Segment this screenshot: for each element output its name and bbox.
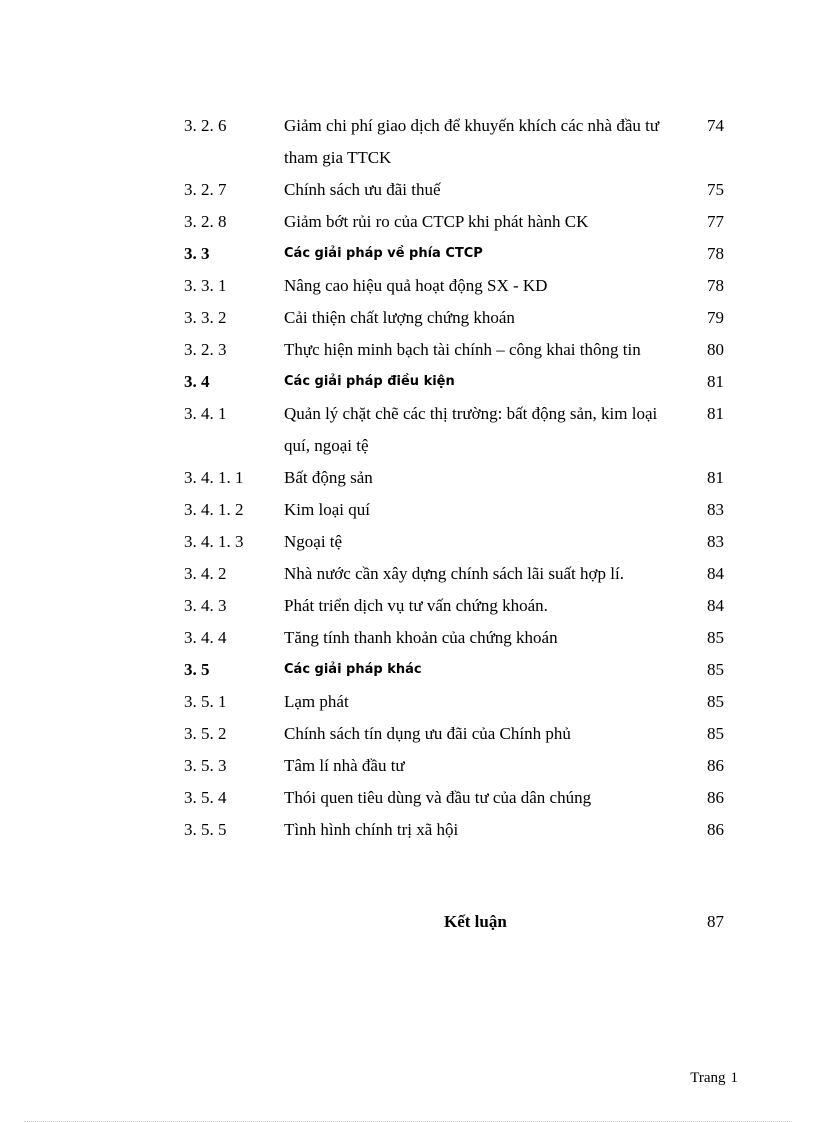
section-title: Chính sách tín dụng ưu đãi của Chính phủ [284,724,571,743]
page-number: 75 [707,180,724,199]
section-number: 3. 5. 4 [184,788,227,807]
section-title: Phát triển dịch vụ tư vấn chứng khoán. [284,596,548,615]
toc-row [184,206,724,238]
section-title: Các giải pháp về phía CTCP [284,246,483,261]
toc-row [184,110,724,174]
page-number: 85 [707,628,724,647]
section-number: 3. 3 [184,244,210,263]
section-number: 3. 5. 2 [184,724,227,743]
table-of-contents [184,110,724,846]
section-title: Nâng cao hiệu quả hoạt động SX - KD [284,276,548,295]
page-number: 86 [707,756,724,775]
section-number: 3. 4. 4 [184,628,227,647]
section-number: 3. 5. 1 [184,692,227,711]
page-number: 85 [707,692,724,711]
page-number: 80 [707,340,724,359]
section-number: 3. 4. 1. 3 [184,532,244,551]
section-title: Ngoại tệ [284,532,343,551]
conclusion-title: Kết luận [444,912,507,931]
section-number: 3. 4. 3 [184,596,227,615]
section-title: Các giải pháp khác [284,662,422,677]
page-number: 84 [707,596,724,615]
section-number: 3. 4. 1. 1 [184,468,244,487]
section-number: 3. 5. 5 [184,820,227,839]
section-title: Quản lý chặt chẽ các thị trường: bất động sản, kim loại quí, ngoại tệ [284,404,658,455]
toc-heading-row [184,654,724,686]
toc-row [184,718,724,750]
toc-row [184,494,724,526]
section-title: Nhà nước cần xây dựng chính sách lãi suất hợp lí. [284,564,624,583]
toc-row [184,302,724,334]
toc-row [184,750,724,782]
page-number: 83 [707,500,724,519]
section-number: 3. 2. 6 [184,116,227,135]
conclusion-page-number: 87 [707,912,724,931]
section-title: Chính sách ưu đãi thuế [284,180,441,199]
section-number: 3. 2. 3 [184,340,227,359]
page-number: 83 [707,532,724,551]
section-number: 3. 5. 3 [184,756,227,775]
toc-row [184,270,724,302]
section-title: Bất động sản [284,468,373,487]
section-title: Kim loại quí [284,500,370,519]
page-number: 86 [707,820,724,839]
section-title: Các giải pháp điều kiện [284,374,455,389]
toc-row [184,590,724,622]
page-break-divider [24,1121,792,1122]
section-number: 3. 5 [184,660,210,679]
footer-page-number: 1 [730,1070,738,1086]
page-number: 77 [707,212,724,231]
section-number: 3. 2. 8 [184,212,227,231]
section-title: Giảm bớt rủi ro của CTCP khi phát hành CK [284,212,589,231]
section-title: Lạm phát [284,692,349,711]
toc-row [184,462,724,494]
page-number: 81 [707,372,724,391]
page-number: 81 [707,468,724,487]
section-title: Tâm lí nhà đầu tư [284,756,405,775]
toc-row [184,398,724,462]
page-number: 79 [707,308,724,327]
toc-row [184,558,724,590]
page-number: 85 [707,660,724,679]
toc-row [184,686,724,718]
section-title: Tình hình chính trị xã hội [284,820,459,839]
page-number: 81 [707,404,724,423]
section-title: Cải thiện chất lượng chứng khoán [284,308,515,327]
section-number: 3. 4. 1 [184,404,227,423]
toc-row [184,174,724,206]
section-number: 3. 3. 1 [184,276,227,295]
page-number: 78 [707,244,724,263]
section-title: Thực hiện minh bạch tài chính – công khai thông tin [284,340,641,359]
page-number: 78 [707,276,724,295]
section-title: Giảm chi phí giao dịch để khuyến khích các nhà đầu tư tham gia TTCK [284,116,660,167]
page-footer [690,1070,738,1087]
page-number: 86 [707,788,724,807]
section-number: 3. 4. 1. 2 [184,500,244,519]
toc-row [184,526,724,558]
page-number: 84 [707,564,724,583]
section-number: 3. 2. 7 [184,180,227,199]
page-number: 85 [707,724,724,743]
section-number: 3. 3. 2 [184,308,227,327]
footer-label: Trang [690,1070,726,1086]
page-number: 74 [707,116,724,135]
toc-heading-row [184,238,724,270]
section-number: 3. 4. 2 [184,564,227,583]
section-number: 3. 4 [184,372,210,391]
toc-heading-row [184,366,724,398]
toc-row [184,814,724,846]
section-title: Thói quen tiêu dùng và đầu tư của dân chúng [284,788,592,807]
toc-row [184,334,724,366]
section-title: Tăng tính thanh khoản của chứng khoán [284,628,558,647]
toc-row [184,622,724,654]
toc-row [184,782,724,814]
conclusion-row [184,906,724,938]
